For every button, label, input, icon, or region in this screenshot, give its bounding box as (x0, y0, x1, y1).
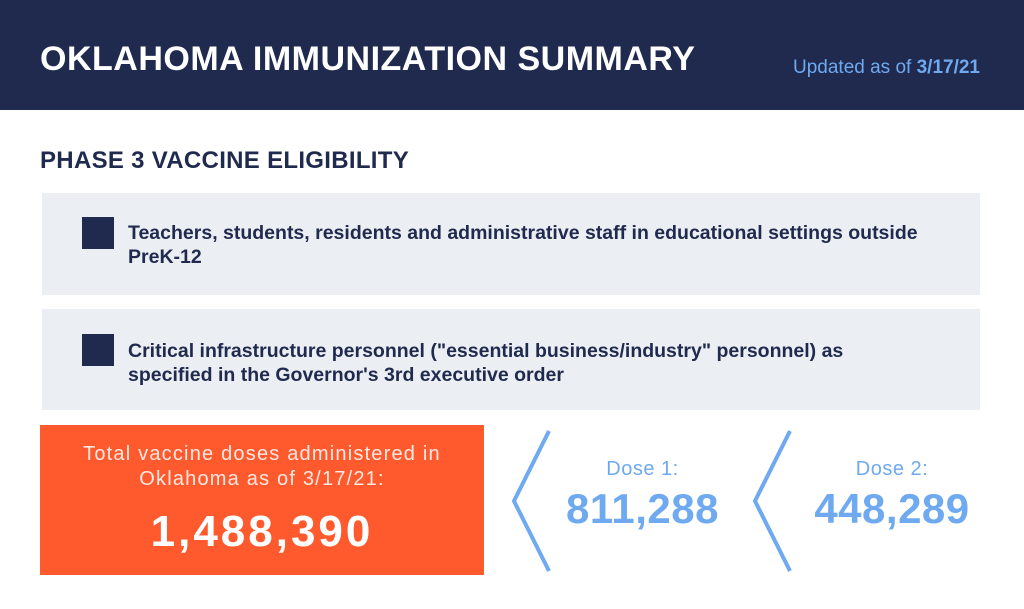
dose-1-block (550, 458, 735, 533)
section-title: PHASE 3 VACCINE ELIGIBILITY (40, 147, 410, 174)
total-doses-card (40, 425, 484, 575)
chevron-left-icon (750, 428, 796, 574)
total-doses-value: 1,488,390 (150, 507, 374, 556)
chevron-left-icon (509, 428, 555, 574)
updated-prefix: Updated as of (793, 57, 917, 78)
header-bar (0, 0, 1024, 110)
total-doses-label: Total vaccine doses administered in Oklahoma as of 3/17/21: (83, 443, 441, 490)
updated-date-text (793, 57, 980, 79)
dose-1-label: Dose 1: (606, 458, 679, 480)
square-bullet-icon (82, 217, 114, 249)
eligibility-item (42, 309, 980, 410)
eligibility-text: Teachers, students, residents and administrative staff in educational settings outside PreK-12 (128, 222, 918, 268)
updated-date: 3/17/21 (916, 57, 980, 78)
page-title: OKLAHOMA IMMUNIZATION SUMMARY (40, 40, 696, 78)
dose-2-label: Dose 2: (855, 458, 929, 480)
eligibility-text: Critical infrastructure personnel ("essential business/industry" personnel) as specified in the Governor's 3rd executive order (128, 340, 844, 386)
dose-1-value: 811,288 (565, 485, 719, 532)
dose-2-block (792, 458, 992, 533)
square-bullet-icon (82, 334, 114, 366)
dose-2-value: 448,289 (814, 485, 970, 532)
eligibility-item (42, 193, 980, 295)
